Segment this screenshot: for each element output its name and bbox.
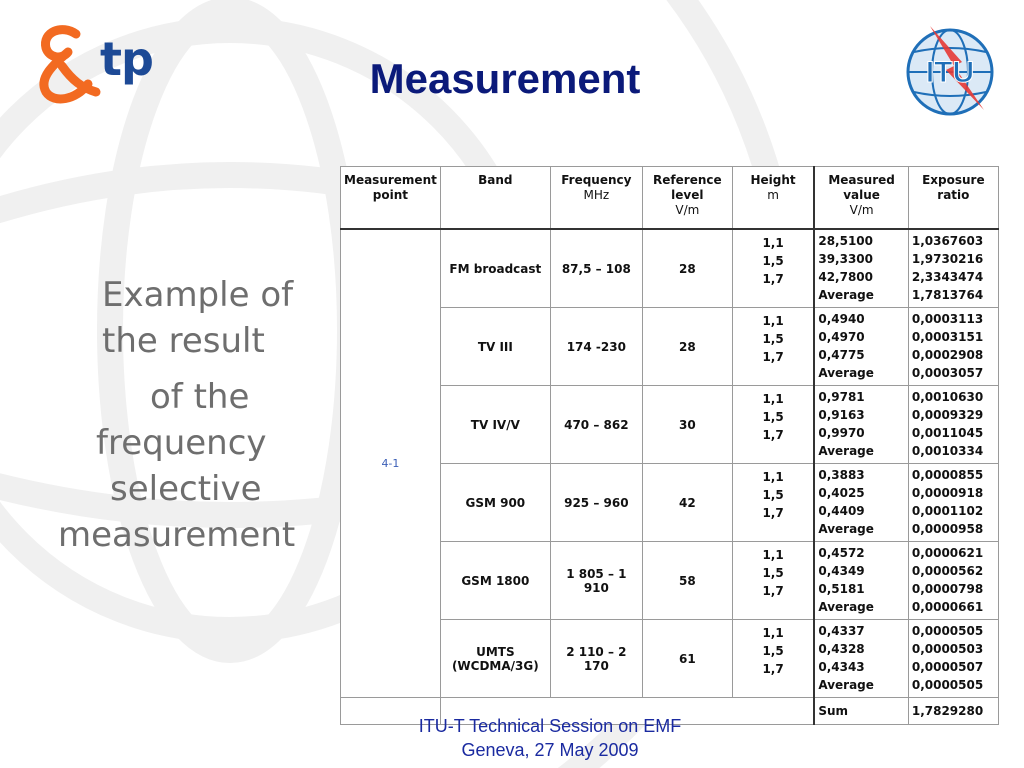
measured-value: Average	[818, 678, 874, 692]
exposure-value: 0,0000798	[911, 582, 984, 596]
itu-logo-globe-icon	[900, 20, 1000, 120]
measurement-table	[340, 166, 999, 725]
measured-cell	[814, 386, 908, 464]
measured-value: 0,4328	[818, 642, 865, 656]
caption-line: the result	[102, 321, 265, 361]
table-body	[341, 229, 999, 725]
height-value: 1,5	[762, 410, 784, 424]
exposure-value: 0,0010630	[911, 390, 984, 404]
height-cell	[732, 542, 814, 620]
exposure-value: 1,9730216	[911, 252, 984, 266]
header-measured-value	[814, 167, 908, 230]
frequency-cell: 1 805 – 1 910	[550, 542, 642, 620]
height-value: 1,5	[762, 566, 784, 580]
caption-line: selective	[110, 469, 262, 509]
exposure-value: 0,0000562	[911, 564, 984, 578]
measured-cell	[814, 229, 908, 308]
measured-cell	[814, 620, 908, 698]
exposure-value: 0,0003113	[911, 312, 984, 326]
exposure-value: 0,0002908	[911, 348, 984, 362]
caption-line: of the	[150, 377, 250, 417]
reference-cell: 28	[642, 229, 732, 308]
header-height-unit: m	[767, 188, 779, 202]
exposure-cell	[908, 464, 998, 542]
header-reference-unit: V/m	[675, 203, 700, 217]
exposure-cell	[908, 542, 998, 620]
exposure-value: 0,0001102	[911, 504, 984, 518]
height-value: 1,7	[762, 428, 784, 442]
exposure-value: 1,0367603	[911, 234, 984, 248]
header-frequency-label: Frequency	[561, 173, 632, 187]
height-value: 1,7	[762, 350, 784, 364]
caption-line: Example of	[102, 275, 294, 315]
measured-value: Average	[818, 366, 874, 380]
footer-line-1: ITU-T Technical Session on EMF	[418, 716, 682, 736]
exposure-value: 0,0000503	[911, 642, 984, 656]
header-frequency	[550, 167, 642, 230]
measured-value: Average	[818, 444, 874, 458]
exposure-value: 0,0009329	[911, 408, 984, 422]
exposure-value: 0,0000505	[911, 624, 984, 638]
height-cell	[732, 229, 814, 308]
height-value: 1,5	[762, 332, 784, 346]
exposure-cell	[908, 308, 998, 386]
header-measured-unit: V/m	[849, 203, 874, 217]
height-value: 1,5	[762, 644, 784, 658]
exposure-value: 1,7813764	[911, 288, 984, 302]
header-measured-label: Measured value	[828, 173, 895, 202]
header-measurement-point: Measurement point	[341, 167, 441, 230]
exposure-value: 0,0000621	[911, 546, 984, 560]
exposure-value: 0,0003151	[911, 330, 984, 344]
frequency-cell: 2 110 – 2 170	[550, 620, 642, 698]
band-cell: TV III	[440, 308, 550, 386]
reference-cell: 28	[642, 308, 732, 386]
height-value: 1,7	[762, 272, 784, 286]
page-title: Measurement	[369, 55, 641, 102]
band-cell: FM broadcast	[440, 229, 550, 308]
exposure-value: 0,0000958	[911, 522, 984, 536]
table-header-row	[341, 167, 999, 230]
measured-cell	[814, 542, 908, 620]
measured-value: 42,7800	[818, 270, 873, 284]
caption-text	[30, 272, 360, 558]
exposure-cell	[908, 386, 998, 464]
height-value: 1,1	[762, 314, 784, 328]
exposure-value: 0,0000855	[911, 468, 984, 482]
measured-value: 0,4349	[818, 564, 865, 578]
measured-cell	[814, 464, 908, 542]
header-reference-level	[642, 167, 732, 230]
measurement-point-cell: 4-1	[341, 229, 441, 698]
measured-value: 0,4343	[818, 660, 865, 674]
height-cell	[732, 464, 814, 542]
header-height-label: Height	[750, 173, 796, 187]
height-value: 1,5	[762, 254, 784, 268]
reference-cell: 42	[642, 464, 732, 542]
measured-value: 0,4337	[818, 624, 865, 638]
reference-cell: 58	[642, 542, 732, 620]
header-exposure-ratio: Exposure ratio	[908, 167, 998, 230]
height-value: 1,7	[762, 584, 784, 598]
reference-cell: 61	[642, 620, 732, 698]
band-cell: UMTS (WCDMA/3G)	[440, 620, 550, 698]
exposure-value: 0,0003057	[911, 366, 984, 380]
height-cell	[732, 386, 814, 464]
exposure-cell	[908, 229, 998, 308]
height-cell	[732, 308, 814, 386]
height-value: 1,1	[762, 392, 784, 406]
tp-logo-text: tp	[100, 32, 153, 86]
caption-line: measurement	[58, 515, 296, 555]
exposure-value: 0,0000507	[911, 660, 984, 674]
exposure-value: 0,0011045	[911, 426, 984, 440]
height-value: 1,1	[762, 470, 784, 484]
measured-value: 0,4572	[818, 546, 865, 560]
table-row	[341, 229, 999, 308]
measured-value: 0,4970	[818, 330, 865, 344]
itu-logo-text: ITU	[925, 56, 975, 89]
sum-label: Sum	[814, 698, 908, 725]
header-band: Band	[440, 167, 550, 230]
band-cell: GSM 900	[440, 464, 550, 542]
measured-value: 0,4025	[818, 486, 865, 500]
measured-value: Average	[818, 288, 874, 302]
exposure-value: 0,0000918	[911, 486, 984, 500]
exposure-value: 2,3343474	[911, 270, 984, 284]
caption-line: frequency	[96, 423, 267, 463]
height-value: 1,1	[762, 236, 784, 250]
measured-value: 39,3300	[818, 252, 873, 266]
measured-value: 0,9970	[818, 426, 865, 440]
exposure-cell	[908, 620, 998, 698]
exposure-value: 0,0000661	[911, 600, 984, 614]
height-value: 1,1	[762, 548, 784, 562]
reference-cell: 30	[642, 386, 732, 464]
measured-value: 0,5181	[818, 582, 865, 596]
footer	[0, 714, 1024, 762]
measured-cell	[814, 308, 908, 386]
measured-value: 0,4940	[818, 312, 865, 326]
height-value: 1,1	[762, 626, 784, 640]
header-height	[732, 167, 814, 230]
frequency-cell: 174 -230	[550, 308, 642, 386]
header-reference-label: Reference level	[653, 173, 722, 202]
height-value: 1,7	[762, 662, 784, 676]
frequency-cell: 87,5 – 108	[550, 229, 642, 308]
sum-value: 1,7829280	[908, 698, 998, 725]
exposure-value: 0,0000505	[911, 678, 984, 692]
measured-value: 28,5100	[818, 234, 873, 248]
measured-value: 0,4775	[818, 348, 865, 362]
band-cell: GSM 1800	[440, 542, 550, 620]
header-frequency-unit: MHz	[583, 188, 610, 202]
measured-value: Average	[818, 522, 874, 536]
band-cell: TV IV/V	[440, 386, 550, 464]
frequency-cell: 470 – 862	[550, 386, 642, 464]
measured-value: 0,3883	[818, 468, 865, 482]
footer-line-2: Geneva, 27 May 2009	[461, 740, 639, 760]
measured-value: 0,4409	[818, 504, 865, 518]
measured-value: 0,9163	[818, 408, 865, 422]
exposure-value: 0,0010334	[911, 444, 984, 458]
frequency-cell: 925 – 960	[550, 464, 642, 542]
measured-value: Average	[818, 600, 874, 614]
height-value: 1,5	[762, 488, 784, 502]
measured-value: 0,9781	[818, 390, 865, 404]
height-value: 1,7	[762, 506, 784, 520]
height-cell	[732, 620, 814, 698]
